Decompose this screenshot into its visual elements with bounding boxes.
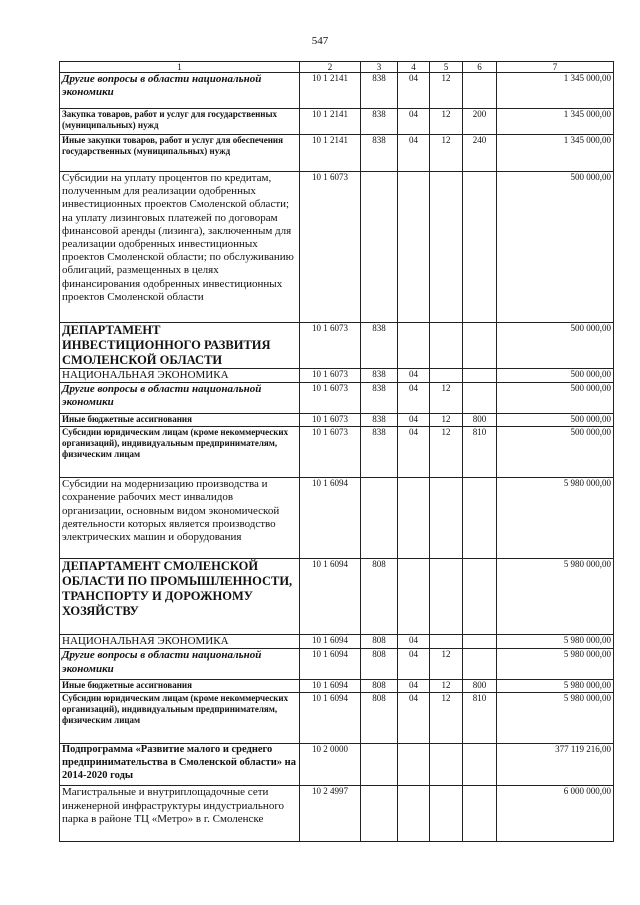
department-code: 808 (361, 635, 398, 649)
target-article-code: 10 1 6094 (300, 680, 361, 693)
subsection-code (430, 635, 463, 649)
section-code: 04 (398, 73, 430, 109)
department-code: 838 (361, 109, 398, 135)
amount: 500 000,00 (497, 383, 614, 414)
amount: 1 345 000,00 (497, 135, 614, 172)
subsection-code (430, 786, 463, 842)
section-code: 04 (398, 680, 430, 693)
subsection-code: 12 (430, 383, 463, 414)
target-article-code: 10 2 4997 (300, 786, 361, 842)
section-code: 04 (398, 109, 430, 135)
column-number: 1 (60, 62, 300, 73)
section-code: 04 (398, 427, 430, 478)
section-code: 04 (398, 135, 430, 172)
table-row (60, 73, 614, 109)
expense-type-code (463, 323, 497, 369)
table-row (60, 109, 614, 135)
row-name: Субсидии на уплату процентов по кредитам, полученным для реализации одобренных инвестиционных проектов Смоленской области; на уплату лизинговых платежей по договорам финансовой аренды (лизинга), заключенным для реализации одобренных инвестиционных проектов Смоленской области; по обслуживанию облигаций, размещенных в целях финансирования одобренных инвестиционных проектов Смоленской области (60, 172, 300, 323)
amount: 5 980 000,00 (497, 680, 614, 693)
department-code: 808 (361, 693, 398, 744)
table-row (60, 135, 614, 172)
expense-type-code (463, 172, 497, 323)
subsection-code (430, 172, 463, 323)
subsection-code: 12 (430, 73, 463, 109)
column-number: 6 (463, 62, 497, 73)
expense-type-code (463, 559, 497, 635)
section-code: 04 (398, 649, 430, 680)
row-name: Иные закупки товаров, работ и услуг для обеспечения государственных (муниципальных) нужд (60, 135, 300, 172)
section-code: 04 (398, 369, 430, 383)
row-name: Субсидии юридическим лицам (кроме некоммерческих организаций), индивидуальным предпринимателям, физическим лицам (60, 693, 300, 744)
subsection-code (430, 559, 463, 635)
section-code (398, 478, 430, 559)
section-code: 04 (398, 693, 430, 744)
amount: 5 980 000,00 (497, 559, 614, 635)
column-number: 3 (361, 62, 398, 73)
department-code (361, 172, 398, 323)
department-code: 808 (361, 559, 398, 635)
table-row (60, 383, 614, 414)
expense-type-code (463, 786, 497, 842)
row-name: Субсидии на модернизацию производства и сохранение рабочих мест инвалидов организации, основным видом экономической деятельности которых является производство электрических машин и оборудования (60, 478, 300, 559)
table-row (60, 649, 614, 680)
row-name: Закупка товаров, работ и услуг для государственных (муниципальных) нужд (60, 109, 300, 135)
expense-type-code: 200 (463, 109, 497, 135)
department-code: 838 (361, 369, 398, 383)
table-row (60, 427, 614, 478)
target-article-code: 10 1 2141 (300, 73, 361, 109)
department-code: 838 (361, 323, 398, 369)
amount: 1 345 000,00 (497, 109, 614, 135)
budget-table-body (60, 62, 614, 842)
target-article-code: 10 1 2141 (300, 135, 361, 172)
expense-type-code (463, 635, 497, 649)
amount: 377 119 216,00 (497, 744, 614, 786)
department-code: 808 (361, 680, 398, 693)
amount: 500 000,00 (497, 172, 614, 323)
department-code: 838 (361, 73, 398, 109)
row-name: Магистральные и внутриплощадочные сети инженерной инфраструктуры индустриального парка в районе ТЦ «Метро» в г. Смоленске (60, 786, 300, 842)
row-name: НАЦИОНАЛЬНАЯ ЭКОНОМИКА (60, 635, 300, 649)
column-number: 7 (497, 62, 614, 73)
row-name: НАЦИОНАЛЬНАЯ ЭКОНОМИКА (60, 369, 300, 383)
amount: 5 980 000,00 (497, 635, 614, 649)
amount: 500 000,00 (497, 414, 614, 427)
target-article-code: 10 1 6073 (300, 369, 361, 383)
department-code: 838 (361, 427, 398, 478)
table-row (60, 786, 614, 842)
section-code (398, 323, 430, 369)
department-code: 838 (361, 414, 398, 427)
subsection-code (430, 478, 463, 559)
department-code: 808 (361, 649, 398, 680)
table-row (60, 744, 614, 786)
amount: 1 345 000,00 (497, 73, 614, 109)
section-code: 04 (398, 635, 430, 649)
subsection-code: 12 (430, 135, 463, 172)
subsection-code: 12 (430, 427, 463, 478)
page-number: 547 (311, 35, 329, 47)
department-code (361, 786, 398, 842)
expense-type-code: 800 (463, 414, 497, 427)
column-number: 5 (430, 62, 463, 73)
row-name: Другие вопросы в области национальной экономики (60, 649, 300, 680)
target-article-code: 10 1 6094 (300, 649, 361, 680)
section-code (398, 744, 430, 786)
subsection-code: 12 (430, 649, 463, 680)
row-name: ДЕПАРТАМЕНТ ИНВЕСТИЦИОННОГО РАЗВИТИЯ СМОЛЕНСКОЙ ОБЛАСТИ (60, 323, 300, 369)
row-name: Подпрограмма «Развитие малого и среднего предпринимательства в Смоленской области» на 2014-2020 годы (60, 744, 300, 786)
row-name: ДЕПАРТАМЕНТ СМОЛЕНСКОЙ ОБЛАСТИ ПО ПРОМЫШЛЕННОСТИ, ТРАНСПОРТУ И ДОРОЖНОМУ ХОЗЯЙСТВУ (60, 559, 300, 635)
subsection-code: 12 (430, 680, 463, 693)
target-article-code: 10 1 6073 (300, 414, 361, 427)
table-row (60, 323, 614, 369)
target-article-code: 10 1 6094 (300, 478, 361, 559)
department-code: 838 (361, 383, 398, 414)
budget-table (59, 61, 614, 842)
subsection-code: 12 (430, 414, 463, 427)
section-code: 04 (398, 414, 430, 427)
expense-type-code: 240 (463, 135, 497, 172)
section-code (398, 786, 430, 842)
amount: 500 000,00 (497, 369, 614, 383)
expense-type-code (463, 369, 497, 383)
expense-type-code: 810 (463, 693, 497, 744)
target-article-code: 10 1 2141 (300, 109, 361, 135)
table-row (60, 172, 614, 323)
target-article-code: 10 1 6073 (300, 172, 361, 323)
expense-type-code: 800 (463, 680, 497, 693)
subsection-code (430, 369, 463, 383)
expense-type-code (463, 73, 497, 109)
department-code (361, 478, 398, 559)
table-row (60, 559, 614, 635)
table-row (60, 693, 614, 744)
target-article-code: 10 1 6094 (300, 693, 361, 744)
amount: 5 980 000,00 (497, 693, 614, 744)
section-code (398, 172, 430, 323)
expense-type-code: 810 (463, 427, 497, 478)
target-article-code: 10 1 6094 (300, 559, 361, 635)
expense-type-code (463, 744, 497, 786)
table-row (60, 478, 614, 559)
expense-type-code (463, 649, 497, 680)
expense-type-code (463, 478, 497, 559)
subsection-code (430, 744, 463, 786)
column-number-row (60, 62, 614, 73)
target-article-code: 10 1 6094 (300, 635, 361, 649)
target-article-code: 10 1 6073 (300, 427, 361, 478)
subsection-code: 12 (430, 693, 463, 744)
subsection-code (430, 323, 463, 369)
department-code: 838 (361, 135, 398, 172)
amount: 500 000,00 (497, 427, 614, 478)
expense-type-code (463, 383, 497, 414)
row-name: Другие вопросы в области национальной экономики (60, 383, 300, 414)
amount: 6 000 000,00 (497, 786, 614, 842)
column-number: 4 (398, 62, 430, 73)
table-row (60, 680, 614, 693)
row-name: Другие вопросы в области национальной экономики (60, 73, 300, 109)
column-number: 2 (300, 62, 361, 73)
target-article-code: 10 1 6073 (300, 383, 361, 414)
amount: 5 980 000,00 (497, 649, 614, 680)
row-name: Иные бюджетные ассигнования (60, 414, 300, 427)
table-row (60, 369, 614, 383)
subsection-code: 12 (430, 109, 463, 135)
row-name: Иные бюджетные ассигнования (60, 680, 300, 693)
target-article-code: 10 2 0000 (300, 744, 361, 786)
section-code (398, 559, 430, 635)
department-code (361, 744, 398, 786)
target-article-code: 10 1 6073 (300, 323, 361, 369)
section-code: 04 (398, 383, 430, 414)
amount: 500 000,00 (497, 323, 614, 369)
row-name: Субсидии юридическим лицам (кроме некоммерческих организаций), индивидуальным предпринимателям, физическим лицам (60, 427, 300, 478)
table-row (60, 635, 614, 649)
amount: 5 980 000,00 (497, 478, 614, 559)
table-row (60, 414, 614, 427)
